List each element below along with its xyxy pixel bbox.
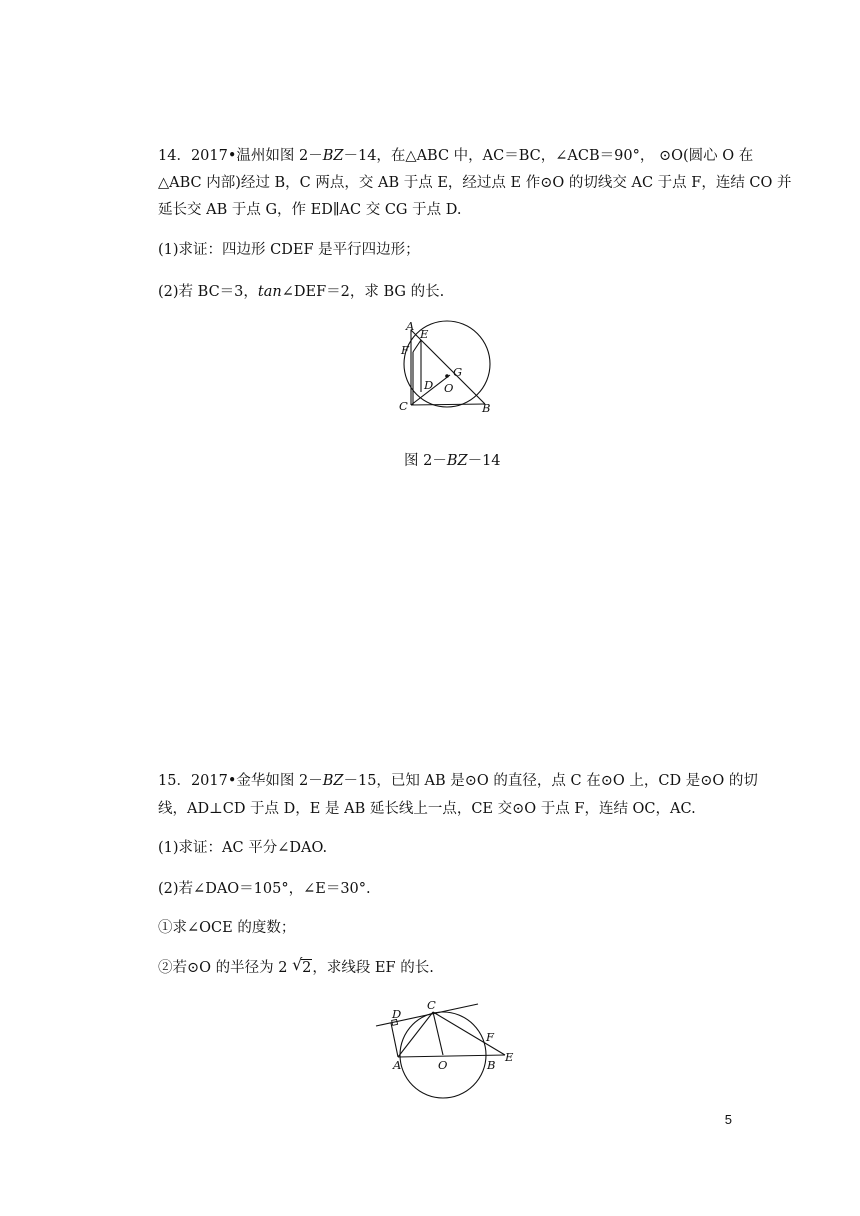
q15-part-1: (1)求证：AC 平分∠DAO. (158, 840, 328, 856)
q14-line-2: △ABC 内部)经过 B，C 两点，交 AB 于点 E，经过点 E 作⊙O 的切线交 AC 于点 F，连结 CO 并 (158, 175, 792, 191)
q15-sub-2: ②若⊙O 的半径为 2 √ 2，求线段 EF 的长. (158, 955, 434, 976)
q14-figure (392, 318, 502, 420)
q14-line-3: 延长交 AB 于点 G，作 ED∥AC 交 CG 于点 D. (158, 202, 462, 218)
q15-label-C: C (427, 998, 436, 1012)
q14-label-G: G (453, 365, 463, 379)
q14-part-1: (1)求证：四边形 CDEF 是平行四边形； (158, 242, 420, 258)
q14-part-2: (2)若 BC＝3，tan∠DEF＝2，求 BG 的长. (158, 284, 445, 300)
q14-line-1: 14．2017•温州如图 2－BZ－14，在△ABC 中，AC＝BC，∠ACB＝90°， ⊙O(圆心 O 在 (158, 148, 754, 164)
q14-label-F: F (401, 343, 409, 357)
q14-figure-caption: 图 2－BZ－14 (404, 453, 501, 469)
page-number: 5 (724, 1112, 732, 1127)
q15-label-F: F (486, 1030, 494, 1044)
q15-part-2: (2)若∠DAO＝105°，∠E＝30°. (158, 881, 371, 897)
q14-label-B: B (482, 401, 491, 415)
q15-label-O: O (438, 1058, 448, 1072)
q15-line-2: 线，AD⊥CD 于点 D，E 是 AB 延长线上一点，CE 交⊙O 于点 F，连结 OC，AC. (158, 801, 696, 817)
q15-figure (372, 998, 522, 1102)
q14-label-O: O (444, 381, 454, 395)
q15-sub-1: ①求∠OCE 的度数； (158, 920, 296, 936)
q15-label-E: E (505, 1050, 514, 1064)
q14-label-C: C (399, 399, 408, 413)
q15-label-D: D (392, 1007, 402, 1021)
sqrt-symbol: √ 2 (292, 955, 312, 976)
q15-label-A: A (393, 1058, 402, 1072)
q15-label-B: B (487, 1058, 496, 1072)
q14-label-E: E (420, 327, 429, 341)
q15-line-1: 15．2017•金华如图 2－BZ－15，已知 AB 是⊙O 的直径，点 C 在⊙O 上，CD 是⊙O 的切 (158, 773, 758, 789)
q14-label-D: D (424, 378, 434, 392)
q14-label-A: A (406, 319, 415, 333)
